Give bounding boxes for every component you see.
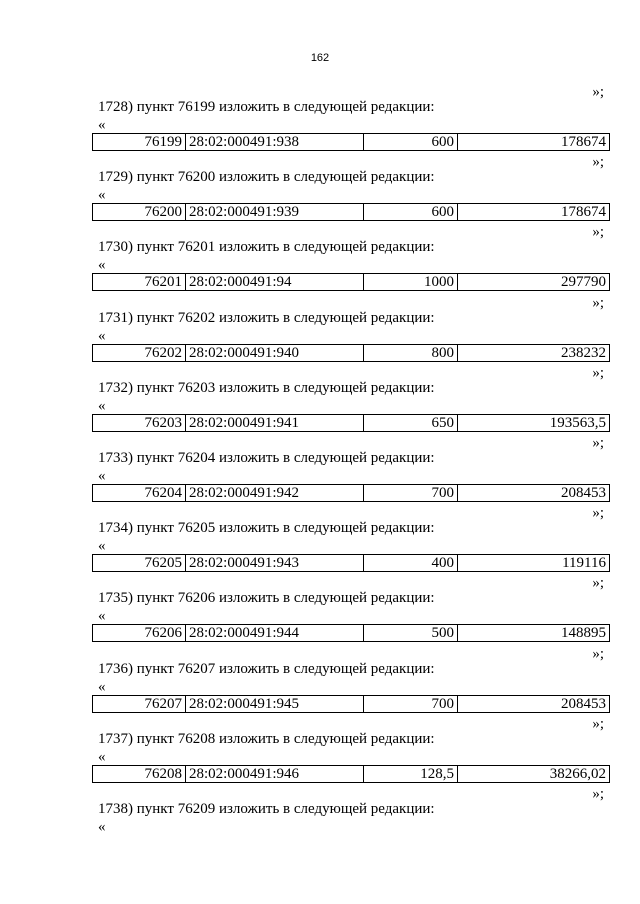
amendment-instruction: 1729) пункт 76200 изложить в следующей редакции: xyxy=(98,169,435,186)
item-number-cell: 76207 xyxy=(93,695,186,712)
amendment-instruction: 1735) пункт 76206 изложить в следующей редакции: xyxy=(98,590,435,607)
cadastral-number-cell: 28:02:000491:943 xyxy=(186,555,364,572)
amendment-instruction: 1730) пункт 76201 изложить в следующей редакции: xyxy=(98,239,435,256)
closing-quote-mark: »; xyxy=(592,575,604,592)
opening-quote-mark: « xyxy=(98,538,106,555)
cadastral-number-cell: 28:02:000491:942 xyxy=(186,485,364,502)
opening-quote-mark: « xyxy=(98,748,106,765)
item-number-cell: 76202 xyxy=(93,344,186,361)
amendment-instruction: 1731) пункт 76202 изложить в следующей редакции: xyxy=(98,309,435,326)
value-cell: 297790 xyxy=(458,274,610,291)
area-cell: 400 xyxy=(364,555,458,572)
area-cell: 650 xyxy=(364,414,458,431)
register-entry-table xyxy=(92,624,610,642)
item-number-cell: 76201 xyxy=(93,274,186,291)
area-cell: 600 xyxy=(364,204,458,221)
item-number-cell: 76200 xyxy=(93,204,186,221)
closing-quote-mark: »; xyxy=(592,505,604,522)
table-row xyxy=(93,625,610,642)
opening-quote-mark: « xyxy=(98,397,106,414)
table-row xyxy=(93,555,610,572)
amendment-instruction: 1737) пункт 76208 изложить в следующей редакции: xyxy=(98,730,435,747)
area-cell: 128,5 xyxy=(364,765,458,782)
table-row xyxy=(93,204,610,221)
item-number-cell: 76206 xyxy=(93,625,186,642)
cadastral-number-cell: 28:02:000491:945 xyxy=(186,695,364,712)
opening-quote-mark: « xyxy=(98,608,106,625)
closing-quote-mark: »; xyxy=(592,715,604,732)
item-number-cell: 76203 xyxy=(93,414,186,431)
page-number: 162 xyxy=(310,52,330,64)
register-entry-table xyxy=(92,554,610,572)
value-cell: 119116 xyxy=(458,555,610,572)
value-cell: 178674 xyxy=(458,134,610,151)
amendment-instruction: 1728) пункт 76199 изложить в следующей редакции: xyxy=(98,99,435,115)
closing-quote-mark: »; xyxy=(592,294,604,311)
table-row xyxy=(93,344,610,361)
closing-quote-mark: »; xyxy=(592,786,604,802)
cadastral-number-cell: 28:02:000491:94 xyxy=(186,274,364,291)
value-cell: 208453 xyxy=(458,485,610,502)
item-number-cell: 76205 xyxy=(93,555,186,572)
register-entry-table xyxy=(92,765,610,783)
register-entry-table xyxy=(92,133,610,151)
area-cell: 1000 xyxy=(364,274,458,291)
table-row xyxy=(93,134,610,151)
opening-quote-mark: « xyxy=(98,678,106,695)
amendment-instruction: 1736) пункт 76207 изложить в следующей редакции: xyxy=(98,660,435,677)
amendment-instruction: 1733) пункт 76204 изложить в следующей редакции: xyxy=(98,450,435,466)
opening-quote-mark: « xyxy=(98,468,106,484)
closing-quote-mark: »; xyxy=(592,364,604,381)
area-cell: 700 xyxy=(364,485,458,502)
closing-quote-mark: »; xyxy=(592,645,604,662)
table-row xyxy=(93,274,610,291)
area-cell: 800 xyxy=(364,344,458,361)
register-entry-table xyxy=(92,695,610,713)
register-entry-table xyxy=(92,344,610,362)
table-row xyxy=(93,695,610,712)
area-cell: 700 xyxy=(364,695,458,712)
opening-quote-mark: « xyxy=(98,819,106,835)
item-number-cell: 76204 xyxy=(93,485,186,502)
amendment-instruction: 1734) пункт 76205 изложить в следующей редакции: xyxy=(98,520,435,537)
closing-quote-mark: »; xyxy=(592,154,604,171)
register-entry-table xyxy=(92,203,610,221)
area-cell: 500 xyxy=(364,625,458,642)
table-row xyxy=(93,765,610,782)
cadastral-number-cell: 28:02:000491:939 xyxy=(186,204,364,221)
value-cell: 208453 xyxy=(458,695,610,712)
cadastral-number-cell: 28:02:000491:938 xyxy=(186,134,364,151)
value-cell: 193563,5 xyxy=(458,414,610,431)
closing-quote-mark: »; xyxy=(592,224,604,241)
opening-quote-mark: « xyxy=(98,327,106,344)
cadastral-number-cell: 28:02:000491:941 xyxy=(186,414,364,431)
opening-quote-mark: « xyxy=(98,117,106,133)
value-cell: 178674 xyxy=(458,204,610,221)
closing-quote-mark: »; xyxy=(592,435,604,451)
value-cell: 238232 xyxy=(458,344,610,361)
item-number-cell: 76199 xyxy=(93,134,186,151)
register-entry-table xyxy=(92,484,610,502)
value-cell: 38266,02 xyxy=(458,765,610,782)
table-row xyxy=(93,485,610,502)
opening-quote-mark: « xyxy=(98,187,106,204)
table-row xyxy=(93,414,610,431)
value-cell: 148895 xyxy=(458,625,610,642)
item-number-cell: 76208 xyxy=(93,765,186,782)
cadastral-number-cell: 28:02:000491:940 xyxy=(186,344,364,361)
cadastral-number-cell: 28:02:000491:946 xyxy=(186,765,364,782)
register-entry-table xyxy=(92,273,610,291)
opening-quote-mark: « xyxy=(98,257,106,274)
area-cell: 600 xyxy=(364,134,458,151)
closing-quote-mark: »; xyxy=(592,84,604,100)
cadastral-number-cell: 28:02:000491:944 xyxy=(186,625,364,642)
amendment-instruction: 1738) пункт 76209 изложить в следующей редакции: xyxy=(98,801,435,817)
register-entry-table xyxy=(92,414,610,432)
amendment-instruction: 1732) пункт 76203 изложить в следующей редакции: xyxy=(98,379,435,396)
